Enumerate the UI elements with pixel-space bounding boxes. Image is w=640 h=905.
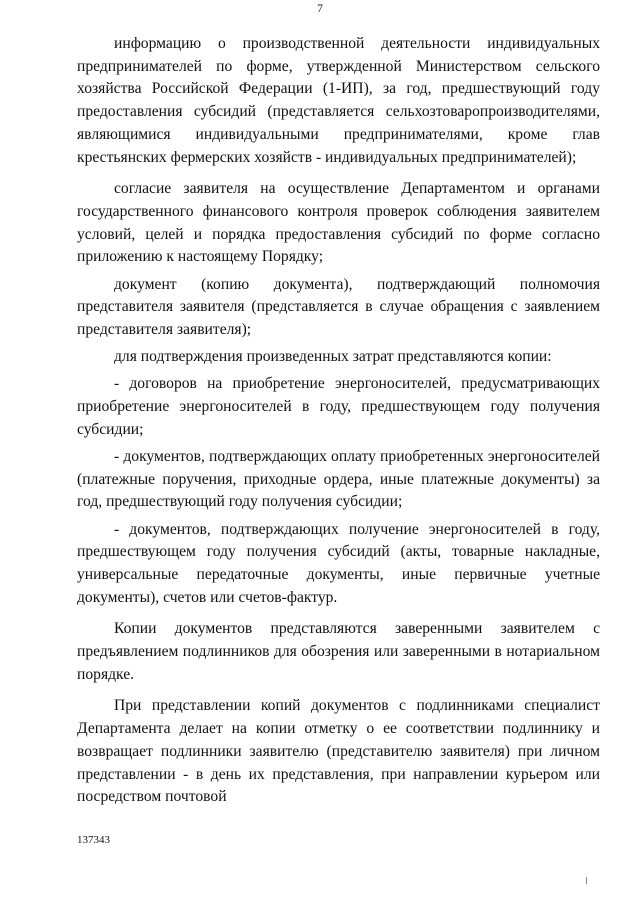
paragraph-contracts: - договоров на приобретение энергоносителей, предусматривающих приобретение энергоносителей в году, предшествующем году получения субсидии; xyxy=(77,375,600,438)
paragraph-payment-documents: - документов, подтверждающих оплату приобретенных энергоносителей (платежные поручения, приходные ордера, иные платежные документы) за год, предшествующий году получения субсидии; xyxy=(77,447,600,511)
paragraph-receipt-documents: - документов, подтверждающих получение энергоносителей в году, предшествующем году получения субсидий (акты, товарные накладные, универсальные передаточные документы, иные первичные учетные документы), счетов или счетов-фактур. xyxy=(77,520,600,606)
scan-edge-mark xyxy=(586,877,587,884)
page-number: 7 xyxy=(317,3,323,15)
document-body xyxy=(77,33,600,814)
document-code: 137343 xyxy=(77,834,110,846)
paragraph-1p-info: информацию о производственной деятельности индивидуальных предпринимателей по форме, утвержденной Министерством сельского хозяйства Российской Федерации (1-ИП), за год, предшествующий году предоставления субсидий (представляется сельхозтоваропроизводителями, являющимися индивидуальными предпринимателями, кроме глав крестьянских фермерских хозяйств - индивидуальных предпринимателей); xyxy=(77,35,600,166)
paragraph-consent: согласие заявителя на осуществление Департаментом и органами государственного финансового контроля проверок соблюдения заявителем условий, целей и порядка предоставления субсидий по форме согласно приложению к настоящему Порядку; xyxy=(77,180,600,266)
paragraph-certified-copies: Копии документов представляются заверенными заявителем с предъявлением подлинников для обозрения или заверенными в нотариальном порядке. xyxy=(77,620,600,683)
paragraph-copies-intro: для подтверждения произведенных затрат представляются копии: xyxy=(114,348,552,366)
paragraph-authority-document: документ (копию документа), подтверждающий полномочия представителя заявителя (представляется в случае обращения с заявлением представителя заявителя); xyxy=(77,275,600,338)
paragraph-original-verification: При представлении копий документов с подлинниками специалист Департамента делает на копии отметку о ее соответствии подлиннику и возвращает подлинники заявителю (представителю заявителя) при личном представлении - в день их представления, при направлении курьером или посредством почтовой xyxy=(77,697,600,806)
